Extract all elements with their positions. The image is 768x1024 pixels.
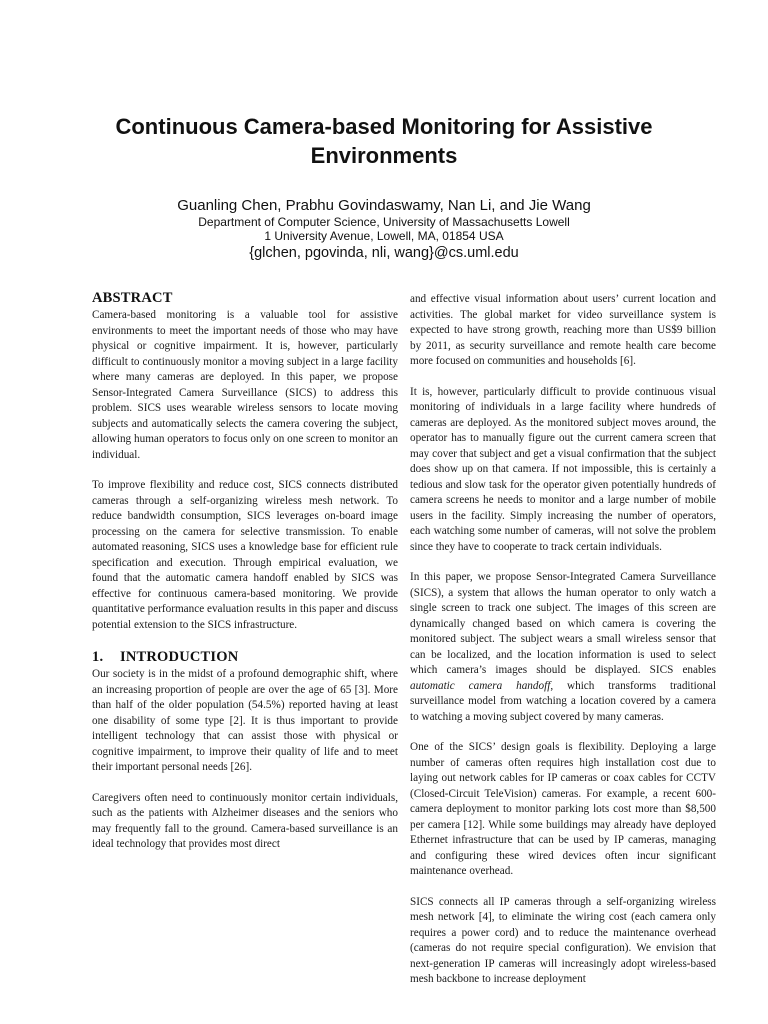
right-paragraph-5: SICS connects all IP cameras through a self-organizing wireless mesh network [4], to eliminate the wiring cost (each camera only requires a power cord) and to reduce the maintenance overhead (cameras do not require special configuration). We envision that next-generation IP cameras will increasingly adopt wireless-based mesh backbone to increase deployment bbox=[410, 895, 716, 985]
address: 1 University Avenue, Lowell, MA, 01854 USA bbox=[264, 229, 504, 243]
abstract-heading: ABSTRACT bbox=[92, 290, 173, 306]
author-block bbox=[60, 197, 708, 262]
paper-title bbox=[60, 112, 708, 170]
right-paragraph-3 bbox=[410, 570, 716, 725]
introduction-heading bbox=[92, 648, 398, 666]
right-paragraph-4: One of the SICS’ design goals is flexibility. Deploying a large number of cameras often requires high installation cost due to laying out network cables for IP cameras or coax cables for CCTV (Closed-Circuit TeleVision) cameras. For example, a recent 600-camera deployment to monitor parking lots cost more than $8,500 per camera [12]. While some buildings may already have deployed Ethernet infrastructure that can be used by IP cameras, managing and configuring these wired devices often incur significant maintenance overhead. bbox=[410, 741, 716, 877]
author-names: Guanling Chen, Prabhu Govindaswamy, Nan Li, and Jie Wang bbox=[177, 197, 591, 214]
affiliation: Department of Computer Science, University of Massachusetts Lowell bbox=[198, 215, 570, 229]
right-paragraph-1: and effective visual information about users’ current location and activities. The global market for video surveillance system is expected to have strong growth, reaching more than US$9 billion by 2011, as security surveillance and remote health care become more focused on communities and households [6]. bbox=[410, 293, 716, 367]
paragraph-text: In this paper, we propose Sensor-Integrated Camera Surveillance (SICS), a system that allows the human operator to only watch a single screen to track one subject. The images of this screen are dynamically changed based on which camera is covering the monitored subject. The subject wears a small wireless sensor that can be localized, and the location information is used to select which camera’s images should be displayed. SICS enables bbox=[410, 571, 716, 676]
section-number: 1. bbox=[92, 649, 104, 665]
author-emails: {glchen, pgovinda, nli, wang}@cs.uml.edu bbox=[249, 245, 519, 261]
title-line-1: Continuous Camera-based Monitoring for Assistive bbox=[115, 114, 653, 139]
emphasized-term: automatic camera handoff bbox=[410, 679, 551, 692]
abstract-paragraph-2: To improve flexibility and reduce cost, SICS connects distributed cameras through a self-organizing wireless mesh network. To reduce bandwidth consumption, SICS leverages on-board image processing on the camera for selective transmission. To enable automated reasoning, SICS uses a knowledge base for efficient rule specification and execution. Through empirical evaluation, we found that the automatic camera handoff enabled by SICS was effective for continuous camera-based monitoring. We provide quantitative performance evaluation results in this paper and discuss potential extension to the SICS infrastructure. bbox=[92, 479, 398, 631]
intro-paragraph-1: Our society is in the midst of a profound demographic shift, where an increasing proportion of people are over the age of 65 [3]. More than half of the older population (54.5%) reported having at least one disability of some type [2]. It is thus important to provide intelligent technology that can assist those with physical or cognitive impairment, to improve their quality of life and to meet their important personal needs [26]. bbox=[92, 668, 398, 773]
title-line-2: Environments bbox=[310, 143, 458, 168]
right-column bbox=[410, 292, 716, 988]
paragraph-text: , which transforms traditional surveillance model from watching a location covered by a camera to watching a moving subject covered by many cameras. bbox=[410, 679, 717, 723]
section-title: INTRODUCTION bbox=[120, 649, 239, 665]
right-paragraph-2: It is, however, particularly difficult to provide continuous visual monitoring of individuals in a large facility where hundreds of cameras are deployed. As the monitored subject moves around, the operator has to manually figure out the current camera screen that may cover that subject and get a visual confirmation that the subject does show up on that camera. If not impossible, this is certainly a tedious and slow task for the operator given potentially hundreds of camera screens he needs to monitor and a large number of mobile users in the facility. Simply increasing the number of operators, each watching some number of cameras, will not solve the problem since they have to cooperate to track certain individuals. bbox=[410, 385, 716, 553]
left-column bbox=[92, 289, 398, 853]
intro-paragraph-2: Caregivers often need to continuously monitor certain individuals, such as the patients with Alzheimer diseases and the seniors who may frequently fall to the ground. Camera-based surveillance is an ideal technology that provides most direct bbox=[92, 791, 398, 850]
abstract-paragraph-1: Camera-based monitoring is a valuable tool for assistive environments to meet the important needs of those who may have physical or cognitive impairment. It is, however, particularly difficult to continuously monitor a moving subject in a large facility where many cameras are deployed. In this paper, we propose Sensor-Integrated Camera Surveillance (SICS) to address this problem. SICS uses wearable wireless sensors to locate moving subjects and automatically selects the camera covering the subject, allowing human operators to focus only on one screen to monitor an individual. bbox=[92, 309, 398, 461]
